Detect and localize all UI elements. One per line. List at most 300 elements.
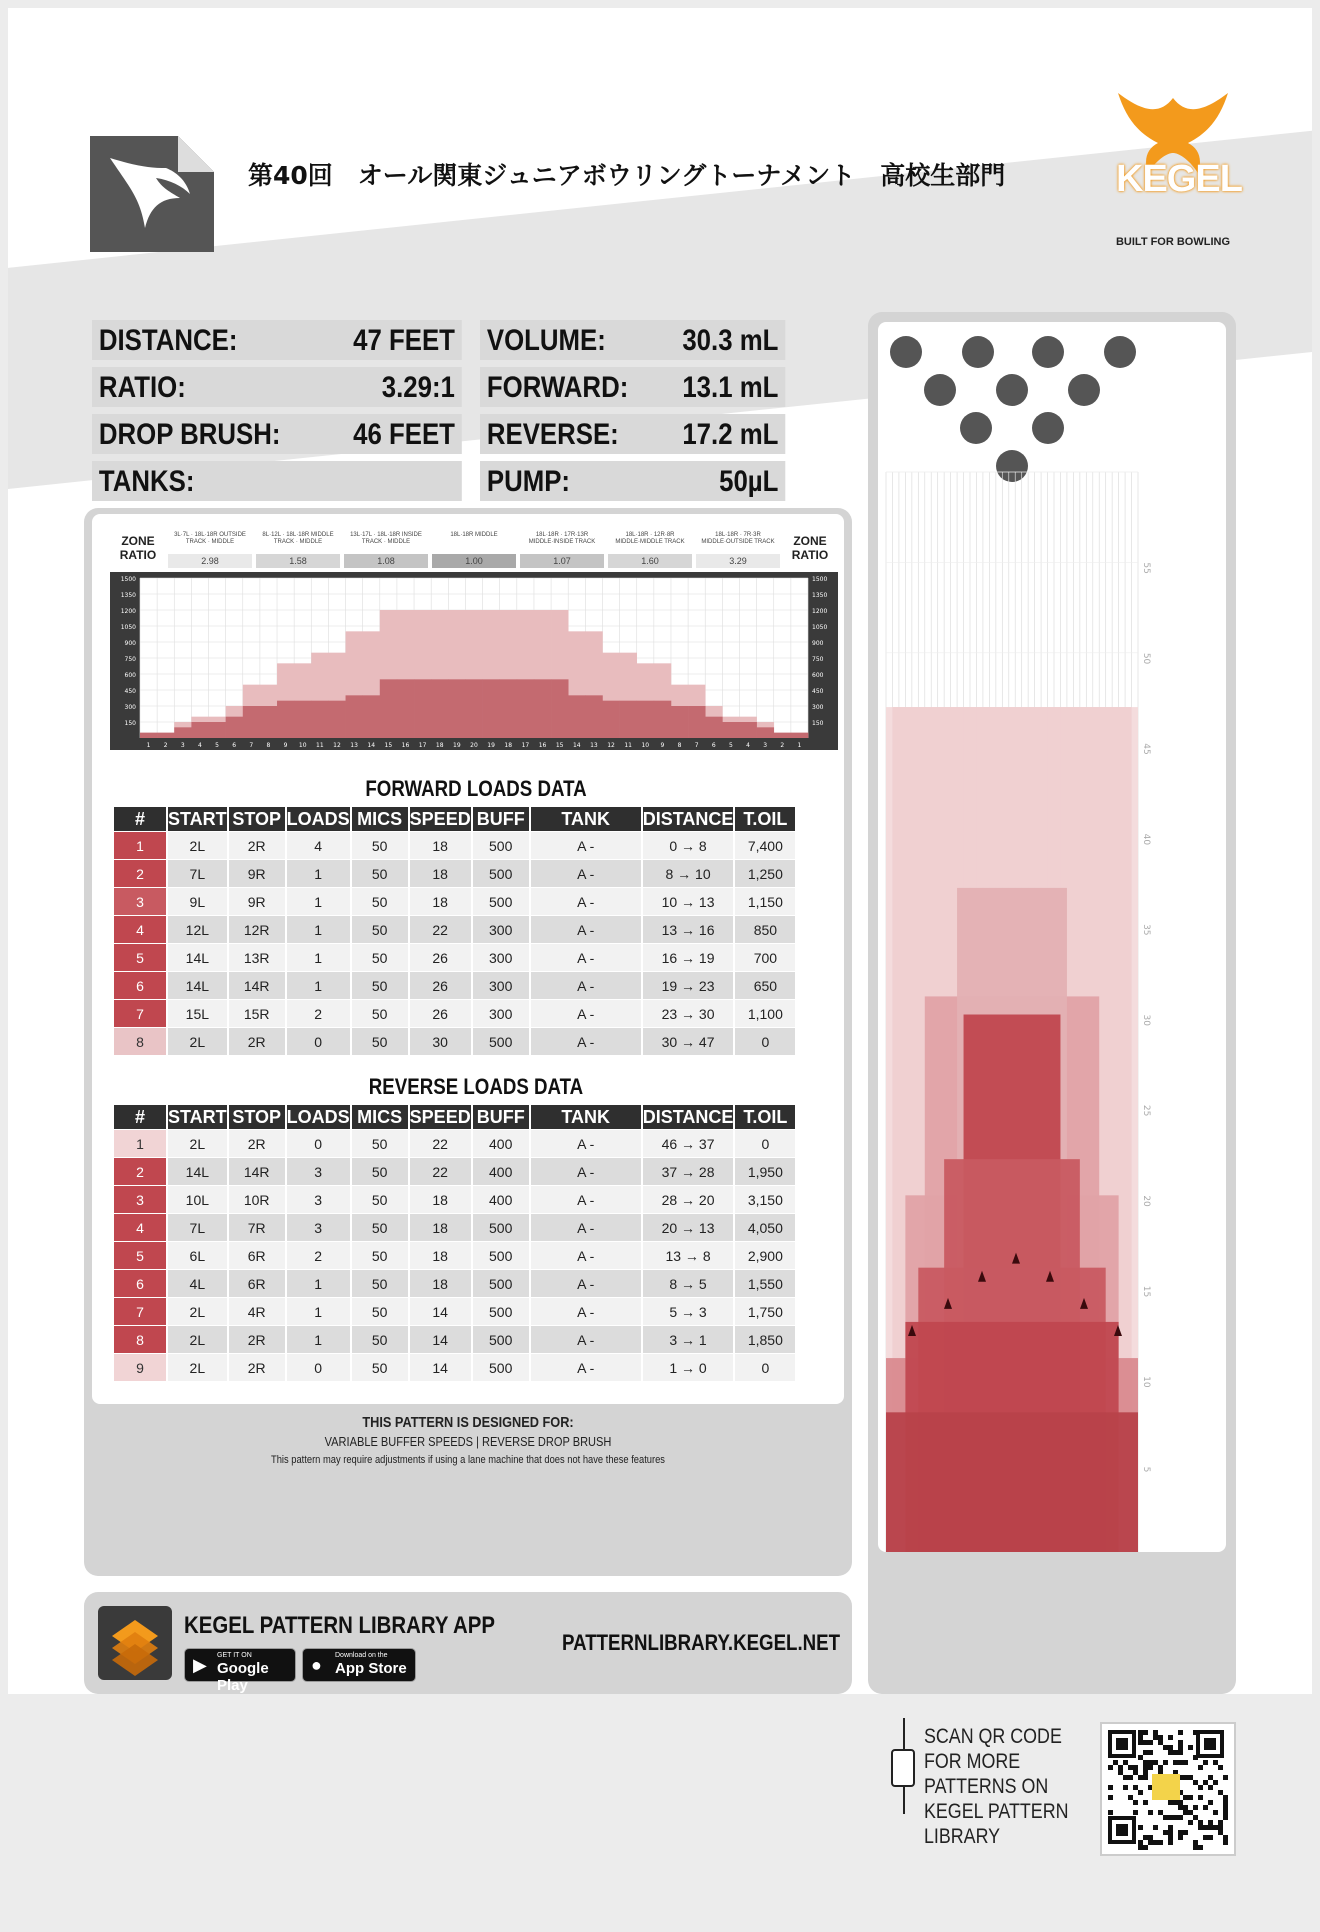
column-header: START xyxy=(168,807,227,831)
y-tick-label: 900 xyxy=(812,640,824,647)
table-row xyxy=(114,1000,795,1027)
row-number-cell: 3 xyxy=(114,888,166,915)
stat-distance xyxy=(92,320,462,360)
stat-value: 13.1 mL xyxy=(682,371,779,404)
table-cell: 46 → 37 xyxy=(643,1130,734,1157)
table-cell: 30 xyxy=(410,1028,471,1055)
zone-ratio-value: 1.58 xyxy=(256,554,340,568)
column-header: # xyxy=(114,1105,166,1129)
y-tick-label: 150 xyxy=(812,720,824,727)
pin-icon xyxy=(1032,336,1064,368)
table-cell: 50 xyxy=(352,1298,408,1325)
x-tick-label: 4 xyxy=(198,742,202,749)
table-row xyxy=(114,1130,795,1157)
x-tick-label: 10 xyxy=(641,742,650,749)
kegel-logo xyxy=(1098,88,1248,258)
x-tick-label: 18 xyxy=(435,742,444,749)
table-cell: 0 → 8 xyxy=(643,832,734,859)
x-tick-label: 14 xyxy=(367,742,376,749)
table-cell: 26 xyxy=(410,972,471,999)
stat-value: 3.29:1 xyxy=(381,371,455,404)
chart-bar xyxy=(671,706,688,738)
table-cell: 14R xyxy=(229,972,285,999)
table-cell: A - xyxy=(531,944,641,971)
table-cell: 1 xyxy=(287,916,350,943)
x-tick-label: 2 xyxy=(163,742,168,749)
table-row xyxy=(114,1270,795,1297)
chart-bar xyxy=(380,679,397,738)
kegel-tagline: BUILT FOR BOWLING xyxy=(1115,236,1231,248)
chart-bar xyxy=(209,722,226,738)
stat-value: 17.2 mL xyxy=(682,418,779,451)
zone-ratio-value: 2.98 xyxy=(168,554,252,568)
designed-for-note: This pattern may require adjustments if using a lane machine that does not have these features xyxy=(271,1454,665,1466)
foot-mark-label: 5 xyxy=(1141,1466,1151,1473)
y-tick-label: 750 xyxy=(812,656,824,663)
table-cell: 4R xyxy=(229,1298,285,1325)
play-store-icon: ▶ xyxy=(193,1655,207,1675)
foot-mark-label: 30 xyxy=(1141,1014,1151,1026)
foot-mark-label: 35 xyxy=(1141,924,1151,936)
zone-ratio-value: 1.60 xyxy=(608,554,692,568)
y-tick-label: 150 xyxy=(124,720,136,727)
row-number-cell: 2 xyxy=(114,860,166,887)
x-tick-label: 17 xyxy=(418,742,427,749)
table-cell: 2L xyxy=(168,1298,227,1325)
column-header: STOP xyxy=(229,807,285,831)
column-header: BUFF xyxy=(473,807,529,831)
y-tick-label: 750 xyxy=(124,656,136,663)
lane-graphic xyxy=(878,322,1226,1552)
table-cell: 1 xyxy=(287,972,350,999)
zone-label-right: ZONE RATIO xyxy=(791,534,829,562)
table-cell: 18 xyxy=(410,1242,471,1269)
chart-bar xyxy=(397,679,414,738)
x-tick-label: 9 xyxy=(660,742,665,749)
chart-bar xyxy=(688,706,705,738)
table-row xyxy=(114,860,795,887)
table-cell: 3 xyxy=(287,1158,350,1185)
y-tick-label: 450 xyxy=(124,688,136,695)
stat-drop-brush xyxy=(92,414,462,454)
table-cell: 850 xyxy=(735,916,795,943)
table-row xyxy=(114,1158,795,1185)
pin-icon xyxy=(924,374,956,406)
table-cell: 4 xyxy=(287,832,350,859)
table-cell: A - xyxy=(531,1158,641,1185)
kegel-wordmark: KEGEL xyxy=(1116,158,1242,200)
table-row xyxy=(114,916,795,943)
zone-cell: 8L·12L · 18L·18R MIDDLE TRACK · MIDDLE 1.58 xyxy=(254,528,342,572)
table-cell: 400 xyxy=(473,1186,529,1213)
table-cell: 50 xyxy=(352,1354,408,1381)
chart-bar xyxy=(534,679,551,738)
table-cell: 2L xyxy=(168,1326,227,1353)
column-header: DISTANCE xyxy=(643,1105,734,1129)
table-cell: 14L xyxy=(168,944,227,971)
chart-bar xyxy=(431,679,448,738)
table-cell: 6R xyxy=(229,1270,285,1297)
table-cell: 14L xyxy=(168,972,227,999)
table-cell: 2L xyxy=(168,1354,227,1381)
table-cell: 4L xyxy=(168,1270,227,1297)
pattern-sheet-logo xyxy=(90,128,220,258)
stat-label: DROP BRUSH: xyxy=(98,418,281,451)
row-number-cell: 5 xyxy=(114,1242,166,1269)
table-cell: 500 xyxy=(473,1242,529,1269)
x-tick-label: 19 xyxy=(453,742,461,749)
table-cell: 0 xyxy=(735,1354,795,1381)
table-cell: 50 xyxy=(352,832,408,859)
chart-bar xyxy=(722,722,739,738)
table-cell: 18 xyxy=(410,1214,471,1241)
zone-cell: 13L·17L · 18L·18R INSIDE TRACK · MIDDLE 1.08 xyxy=(342,528,430,572)
x-tick-label: 13 xyxy=(590,742,598,749)
row-number-cell: 8 xyxy=(114,1028,166,1055)
table-cell: 20 → 13 xyxy=(643,1214,734,1241)
chart-bar xyxy=(260,706,277,738)
table-cell: A - xyxy=(531,1028,641,1055)
table-cell: 1 xyxy=(287,944,350,971)
table-cell: 50 xyxy=(352,1270,408,1297)
qr-instructions: SCAN QR CODE FOR MORE PATTERNS ON KEGEL PATTERN LIBRARY xyxy=(924,1725,1069,1848)
x-tick-label: 7 xyxy=(249,742,254,749)
table-cell: 50 xyxy=(352,1158,408,1185)
table-cell: 22 xyxy=(410,916,471,943)
chart-bar xyxy=(448,679,465,738)
x-tick-label: 16 xyxy=(401,742,410,749)
table-cell: 2R xyxy=(229,1028,285,1055)
y-tick-label: 900 xyxy=(124,640,136,647)
table-cell: 500 xyxy=(473,832,529,859)
table-cell: 26 xyxy=(410,1000,471,1027)
foot-mark-label: 45 xyxy=(1141,743,1151,755)
zone-cell: 3L·7L · 18L·18R OUTSIDE TRACK · MIDDLE 2.98 xyxy=(166,528,254,572)
x-tick-label: 1 xyxy=(146,742,151,749)
table-cell: 50 xyxy=(352,1242,408,1269)
chart-bar xyxy=(363,695,380,738)
table-cell: 28 → 20 xyxy=(643,1186,734,1213)
table-cell: 300 xyxy=(473,944,529,971)
designed-for-features: VARIABLE BUFFER SPEEDS | REVERSE DROP BRUSH xyxy=(324,1434,612,1449)
table-cell: 500 xyxy=(473,860,529,887)
table-cell: 50 xyxy=(352,916,408,943)
table-cell: 10 → 13 xyxy=(643,888,734,915)
column-header: START xyxy=(168,1105,227,1129)
stat-value: 50µL xyxy=(719,465,779,498)
row-number-cell: 4 xyxy=(114,1214,166,1241)
chart-bar xyxy=(311,701,328,738)
y-tick-label: 1200 xyxy=(120,608,136,615)
forward-loads-table xyxy=(112,806,797,1056)
table-row xyxy=(114,944,795,971)
google-play-button[interactable]: ▶ GET IT ON Google Play xyxy=(184,1648,296,1682)
y-tick-label: 450 xyxy=(812,688,824,695)
table-cell: 0 xyxy=(287,1130,350,1157)
table-cell: A - xyxy=(531,1326,641,1353)
table-cell: 50 xyxy=(352,944,408,971)
table-cell: 13 → 16 xyxy=(643,916,734,943)
table-cell: 2,900 xyxy=(735,1242,795,1269)
table-cell: 10L xyxy=(168,1186,227,1213)
column-header: T.OIL xyxy=(735,807,795,831)
zone-ratio-value: 1.00 xyxy=(432,554,516,568)
table-cell: 50 xyxy=(352,1326,408,1353)
table-row xyxy=(114,1186,795,1213)
pin-icon xyxy=(1068,374,1100,406)
chart-bar xyxy=(654,701,671,738)
forward-table-title: FORWARD LOADS DATA xyxy=(365,776,587,801)
table-cell: 50 xyxy=(352,1214,408,1241)
chart-bar xyxy=(174,727,191,738)
column-header: T.OIL xyxy=(735,1105,795,1129)
reverse-table-title: REVERSE LOADS DATA xyxy=(368,1074,584,1099)
lane-oil-graphic xyxy=(878,322,1226,1552)
table-cell: 8 → 10 xyxy=(643,860,734,887)
x-tick-label: 7 xyxy=(694,742,699,749)
chart-bar xyxy=(620,701,637,738)
y-tick-label: 300 xyxy=(124,704,136,711)
kegel-app-icon xyxy=(98,1606,172,1680)
table-cell: 1 xyxy=(287,1298,350,1325)
table-cell: 12R xyxy=(229,916,285,943)
chart-bar xyxy=(243,706,260,738)
stat-label: PUMP: xyxy=(486,465,571,498)
pin-icon xyxy=(960,412,992,444)
app-store-button[interactable]: ● Download on the App Store xyxy=(302,1648,416,1682)
table-cell: 12L xyxy=(168,916,227,943)
table-cell: 13R xyxy=(229,944,285,971)
table-cell: A - xyxy=(531,832,641,859)
table-cell: 3,150 xyxy=(735,1186,795,1213)
table-row xyxy=(114,1214,795,1241)
x-tick-label: 18 xyxy=(504,742,513,749)
table-cell: 2L xyxy=(168,1130,227,1157)
y-tick-label: 1050 xyxy=(120,624,136,631)
table-cell: A - xyxy=(531,1270,641,1297)
x-tick-label: 13 xyxy=(350,742,358,749)
table-cell: 23 → 30 xyxy=(643,1000,734,1027)
table-cell: 15L xyxy=(168,1000,227,1027)
chart-bar xyxy=(483,679,500,738)
chart-bar xyxy=(517,679,534,738)
chart-bar xyxy=(602,701,619,738)
table-cell: A - xyxy=(531,916,641,943)
column-header: MICS xyxy=(352,807,408,831)
stat-label: VOLUME: xyxy=(486,324,606,357)
y-tick-label: 1050 xyxy=(812,624,828,631)
table-cell: 5 → 3 xyxy=(643,1298,734,1325)
x-tick-label: 15 xyxy=(555,742,564,749)
foot-mark-label: 55 xyxy=(1141,562,1151,574)
column-header: BUFF xyxy=(473,1105,529,1129)
chart-bar xyxy=(774,733,791,738)
table-cell: 700 xyxy=(735,944,795,971)
table-cell: 18 xyxy=(410,888,471,915)
page-title: 第40回 オール関東ジュニアボウリングトーナメント 高校生部門 xyxy=(248,161,1006,190)
x-tick-label: 8 xyxy=(266,742,271,749)
table-cell: 2 xyxy=(287,1242,350,1269)
row-number-cell: 9 xyxy=(114,1354,166,1381)
table-cell: 2R xyxy=(229,832,285,859)
x-tick-label: 12 xyxy=(333,742,341,749)
table-cell: 1,150 xyxy=(735,888,795,915)
chart-bar xyxy=(328,701,345,738)
row-number-cell: 7 xyxy=(114,1000,166,1027)
table-cell: 7,400 xyxy=(735,832,795,859)
table-cell: 500 xyxy=(473,1326,529,1353)
pin-icon xyxy=(1032,412,1064,444)
table-row xyxy=(114,1298,795,1325)
table-cell: 7L xyxy=(168,1214,227,1241)
table-cell: 22 xyxy=(410,1158,471,1185)
table-cell: 500 xyxy=(473,1298,529,1325)
table-cell: 7R xyxy=(229,1214,285,1241)
data-panel xyxy=(84,508,852,1576)
chart-bar xyxy=(705,717,722,738)
table-cell: 50 xyxy=(352,860,408,887)
table-cell: 1,950 xyxy=(735,1158,795,1185)
table-cell: 18 xyxy=(410,832,471,859)
x-tick-label: 20 xyxy=(470,742,478,749)
y-tick-label: 1200 xyxy=(812,608,828,615)
chart-bar xyxy=(226,717,243,738)
pin-icon xyxy=(1104,336,1136,368)
foot-mark-label: 25 xyxy=(1141,1104,1151,1117)
table-cell: 50 xyxy=(352,1000,408,1027)
x-tick-label: 17 xyxy=(521,742,530,749)
qr-code[interactable] xyxy=(1100,1722,1236,1856)
x-tick-label: 9 xyxy=(283,742,288,749)
table-cell: 1,550 xyxy=(735,1270,795,1297)
y-tick-label: 300 xyxy=(812,704,824,711)
data-card xyxy=(92,514,844,1404)
foot-mark-label: 10 xyxy=(1141,1376,1151,1388)
table-cell: 50 xyxy=(352,972,408,999)
table-cell: 1 xyxy=(287,860,350,887)
chart-bar xyxy=(157,733,174,738)
table-cell: 6L xyxy=(168,1242,227,1269)
stat-volume xyxy=(480,320,785,360)
y-tick-label: 1500 xyxy=(812,576,828,583)
chart-bar xyxy=(739,722,756,738)
x-tick-label: 10 xyxy=(298,742,307,749)
table-cell: 50 xyxy=(352,888,408,915)
y-tick-label: 1350 xyxy=(120,592,136,599)
table-cell: 14 xyxy=(410,1326,471,1353)
table-cell: 16 → 19 xyxy=(643,944,734,971)
zone-ratio-value: 1.08 xyxy=(344,554,428,568)
oil-layer xyxy=(886,1412,1138,1552)
table-cell: 300 xyxy=(473,1000,529,1027)
stat-ratio xyxy=(92,367,462,407)
table-row xyxy=(114,1326,795,1353)
table-row xyxy=(114,1354,795,1381)
x-tick-label: 6 xyxy=(711,742,716,749)
table-cell: 400 xyxy=(473,1158,529,1185)
app-promo-bar xyxy=(84,1592,852,1694)
stat-label: TANKS: xyxy=(98,465,195,498)
chart-bar xyxy=(500,679,517,738)
x-tick-label: 6 xyxy=(232,742,237,749)
table-cell: A - xyxy=(531,860,641,887)
column-header: TANK xyxy=(531,1105,641,1129)
table-cell: 1,100 xyxy=(735,1000,795,1027)
foot-mark-label: 40 xyxy=(1141,833,1151,846)
table-cell: 500 xyxy=(473,1270,529,1297)
column-header: LOADS xyxy=(287,1105,350,1129)
table-cell: 8 → 5 xyxy=(643,1270,734,1297)
chart-bar xyxy=(414,679,431,738)
pattern-library-link[interactable]: PATTERNLIBRARY.KEGEL.NET xyxy=(562,1630,841,1655)
table-cell: 4,050 xyxy=(735,1214,795,1241)
row-number-cell: 6 xyxy=(114,972,166,999)
foot-mark-label: 20 xyxy=(1141,1195,1151,1207)
row-number-cell: 8 xyxy=(114,1326,166,1353)
chart-bar xyxy=(568,695,585,738)
row-number-cell: 4 xyxy=(114,916,166,943)
table-cell: 3 → 1 xyxy=(643,1326,734,1353)
zone-cell: 18L·18R MIDDLE 1.00 xyxy=(430,528,518,572)
chart-bar xyxy=(551,679,568,738)
table-cell: A - xyxy=(531,1186,641,1213)
column-header: DISTANCE xyxy=(643,807,734,831)
zone-ratio-header xyxy=(110,528,838,572)
table-cell: 15R xyxy=(229,1000,285,1027)
column-header: SPEED xyxy=(410,807,471,831)
chart-bar xyxy=(277,701,294,738)
stat-label: RATIO: xyxy=(98,371,186,404)
table-cell: 300 xyxy=(473,972,529,999)
x-tick-label: 4 xyxy=(746,742,750,749)
reverse-loads-table xyxy=(112,1104,797,1382)
pin-icon xyxy=(996,450,1028,482)
table-cell: 3 xyxy=(287,1186,350,1213)
zone-cell: 18L·18R · 7R·3R MIDDLE·OUTSIDE TRACK 3.29 xyxy=(694,528,782,572)
chart-bar xyxy=(465,679,482,738)
table-cell: 30 → 47 xyxy=(643,1028,734,1055)
table-cell: 2R xyxy=(229,1326,285,1353)
stat-reverse xyxy=(480,414,785,454)
stat-forward xyxy=(480,367,785,407)
x-tick-label: 15 xyxy=(384,742,393,749)
x-tick-label: 2 xyxy=(780,742,785,749)
column-header: TANK xyxy=(531,807,641,831)
stat-value: 47 FEET xyxy=(353,324,455,357)
table-cell: 14R xyxy=(229,1158,285,1185)
table-cell: 9L xyxy=(168,888,227,915)
phone-scan-icon xyxy=(884,1716,918,1816)
table-cell: 37 → 28 xyxy=(643,1158,734,1185)
table-row xyxy=(114,1028,795,1055)
stat-value: 30.3 mL xyxy=(682,324,779,357)
y-tick-label: 1350 xyxy=(812,592,828,599)
apple-icon: ● xyxy=(311,1655,322,1675)
table-cell: 50 xyxy=(352,1186,408,1213)
row-number-cell: 7 xyxy=(114,1298,166,1325)
zone-cell: 18L·18R · 12R·8R MIDDLE·MIDDLE TRACK 1.60 xyxy=(606,528,694,572)
x-tick-label: 14 xyxy=(572,742,581,749)
table-cell: 650 xyxy=(735,972,795,999)
table-cell: 9R xyxy=(229,888,285,915)
table-cell: 2R xyxy=(229,1354,285,1381)
table-cell: 6R xyxy=(229,1242,285,1269)
table-cell: 26 xyxy=(410,944,471,971)
chart-bar xyxy=(637,701,654,738)
x-tick-label: 3 xyxy=(180,742,185,749)
row-number-cell: 2 xyxy=(114,1158,166,1185)
table-cell: 0 xyxy=(735,1028,795,1055)
